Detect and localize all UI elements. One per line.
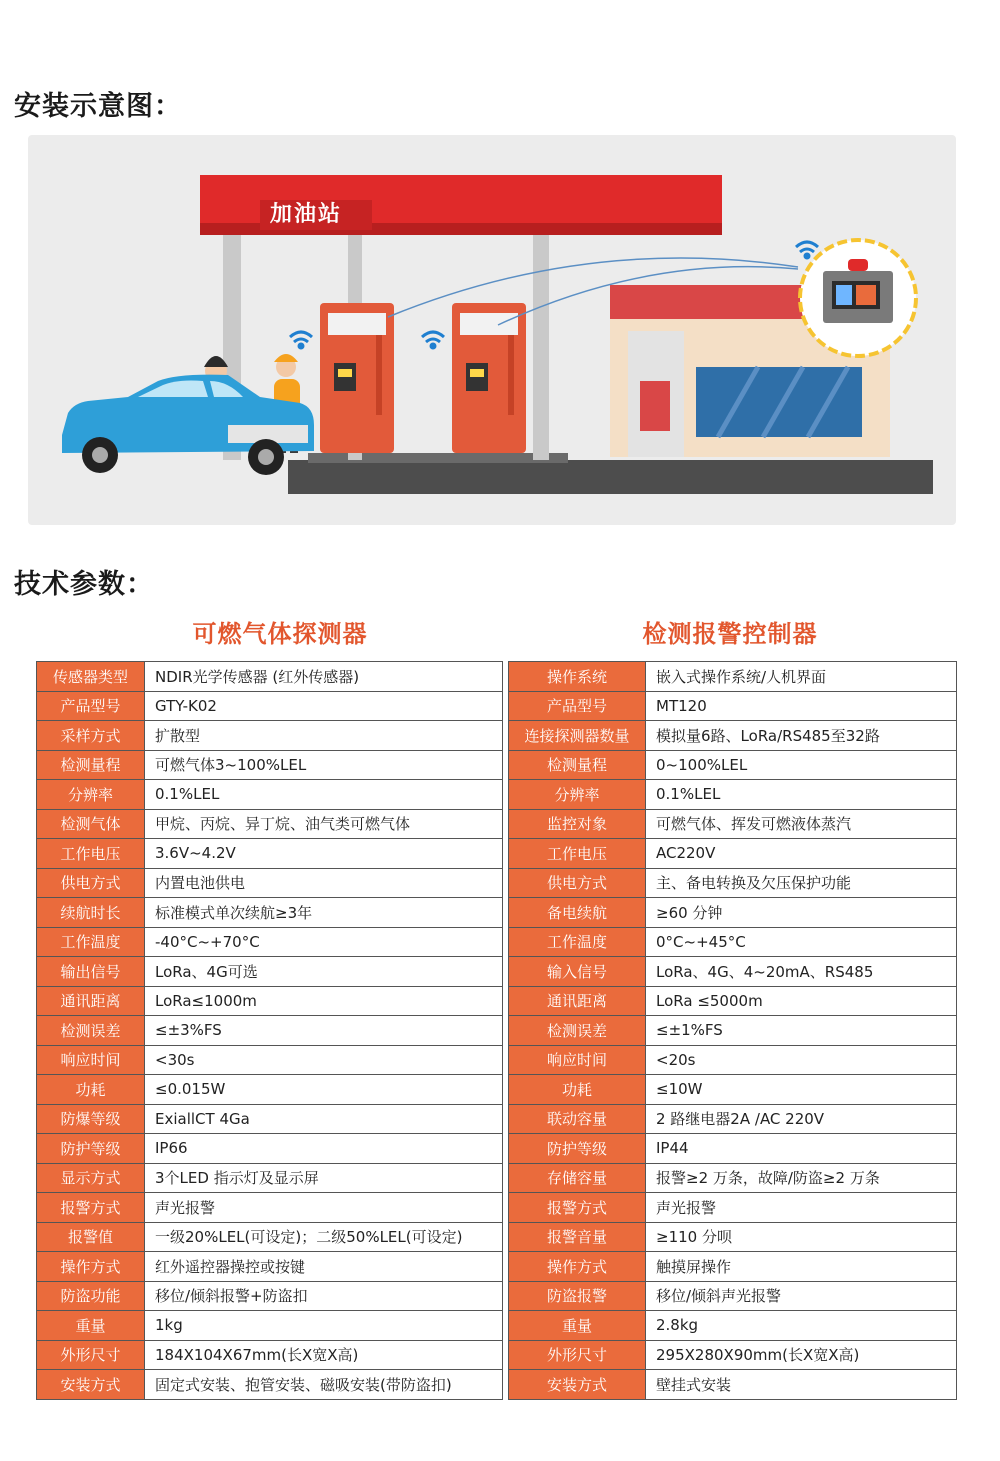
- table-row: [37, 721, 503, 751]
- illustration-canvas: [28, 135, 956, 525]
- spec-label: 存储容量: [509, 1163, 646, 1193]
- table-row: [509, 780, 957, 810]
- spec-label: 输入信号: [509, 957, 646, 987]
- spec-label: 操作方式: [37, 1252, 145, 1282]
- table-row: [37, 957, 503, 987]
- table-row: [37, 1075, 503, 1105]
- spec-label: 检测误差: [37, 1016, 145, 1046]
- spec-label: 工作温度: [509, 927, 646, 957]
- table-row: [509, 868, 957, 898]
- spec-label: 供电方式: [37, 868, 145, 898]
- table-row: [37, 780, 503, 810]
- spec-value: 内置电池供电: [145, 868, 503, 898]
- table-row: [509, 986, 957, 1016]
- alarm-light-icon: [848, 259, 868, 271]
- wifi-icon: [796, 242, 818, 258]
- spec-value: 295X280X90mm(长X宽X高): [646, 1340, 957, 1370]
- store-window: [696, 367, 862, 437]
- spec-value: ≤±3%FS: [145, 1016, 503, 1046]
- spec-value: 模拟量6路、LoRa/RS485至32路: [646, 721, 957, 751]
- spec-label: 续航时长: [37, 898, 145, 928]
- spec-label: 输出信号: [37, 957, 145, 987]
- spec-label: 防护等级: [37, 1134, 145, 1164]
- spec-label: 联动容量: [509, 1104, 646, 1134]
- table-row: [37, 809, 503, 839]
- table-row: [37, 1252, 503, 1282]
- station-sign: 加油站: [270, 202, 343, 227]
- table-row: [509, 1075, 957, 1105]
- table-row: [37, 1163, 503, 1193]
- fuel-pump-icon: [452, 303, 526, 453]
- table-row: [37, 1222, 503, 1252]
- installation-illustration: [28, 135, 956, 525]
- spec-value: 移位/倾斜声光报警: [646, 1281, 957, 1311]
- table-row: [509, 662, 957, 692]
- spec-value: NDIR光学传感器 (红外传感器): [145, 662, 503, 692]
- spec-label: 安装方式: [37, 1370, 145, 1400]
- spec-value: 甲烷、丙烷、异丁烷、油气类可燃气体: [145, 809, 503, 839]
- spec-label: 重量: [509, 1311, 646, 1341]
- table-row: [509, 750, 957, 780]
- forecourt-ground: [288, 460, 933, 494]
- spec-value: LoRa、4G、4~20mA、RS485: [646, 957, 957, 987]
- spec-label: 通讯距离: [509, 986, 646, 1016]
- spec-label: 产品型号: [509, 691, 646, 721]
- spec-label: 检测气体: [37, 809, 145, 839]
- spec-label: 监控对象: [509, 809, 646, 839]
- spec-value: 固定式安装、抱管安装、磁吸安装(带防盗扣): [145, 1370, 503, 1400]
- table-row: [37, 1281, 503, 1311]
- spec-label: 防护等级: [509, 1134, 646, 1164]
- spec-label: 通讯距离: [37, 986, 145, 1016]
- table-row: [509, 1222, 957, 1252]
- spec-label: 连接探测器数量: [509, 721, 646, 751]
- table-row: [509, 1340, 957, 1370]
- table-row: [37, 927, 503, 957]
- table-row: [509, 1163, 957, 1193]
- spec-value: 移位/倾斜报警+防盗扣: [145, 1281, 503, 1311]
- spec-label: 防爆等级: [37, 1104, 145, 1134]
- table-row: [37, 1311, 503, 1341]
- table-row: [37, 868, 503, 898]
- spec-value: 主、备电转换及欠压保护功能: [646, 868, 957, 898]
- spec-label: 显示方式: [37, 1163, 145, 1193]
- table-row: [37, 691, 503, 721]
- table-row: [37, 662, 503, 692]
- spec-value: LoRa ≤5000m: [646, 986, 957, 1016]
- spec-value: LoRa、4G可选: [145, 957, 503, 987]
- spec-value: 0~100%LEL: [646, 750, 957, 780]
- spec-label: 操作方式: [509, 1252, 646, 1282]
- fuel-pump-icon: [320, 303, 394, 453]
- spec-label: 分辨率: [509, 780, 646, 810]
- table-row: [509, 1252, 957, 1282]
- spec-value: ≥110 分呗: [646, 1222, 957, 1252]
- spec-label: 工作温度: [37, 927, 145, 957]
- spec-value: 声光报警: [145, 1193, 503, 1223]
- spec-value: 标准模式单次续航≥3年: [145, 898, 503, 928]
- spec-label: 供电方式: [509, 868, 646, 898]
- table-row: [37, 1104, 503, 1134]
- spec-label: 产品型号: [37, 691, 145, 721]
- spec-label: 采样方式: [37, 721, 145, 751]
- table-row: [37, 898, 503, 928]
- table-row: [509, 1045, 957, 1075]
- spec-value: 报警≥2 万条，故障/防盗≥2 万条: [646, 1163, 957, 1193]
- wifi-icon: [422, 332, 444, 348]
- spec-label: 工作电压: [509, 839, 646, 869]
- spec-value: 可燃气体、挥发可燃液体蒸汽: [646, 809, 957, 839]
- table-row: [37, 750, 503, 780]
- spec-label: 重量: [37, 1311, 145, 1341]
- table-row: [509, 957, 957, 987]
- detector-spec-table: [36, 661, 503, 1400]
- table-row: [37, 1340, 503, 1370]
- spec-value: IP66: [145, 1134, 503, 1164]
- table-row: [509, 809, 957, 839]
- spec-label: 工作电压: [37, 839, 145, 869]
- install-diagram-title: 安装示意图：: [14, 91, 182, 122]
- canopy-pillar: [533, 235, 549, 460]
- spec-value: 声光报警: [646, 1193, 957, 1223]
- spec-label: 检测量程: [509, 750, 646, 780]
- controller-heading: 检测报警控制器: [642, 620, 818, 648]
- controller-spec-table: [508, 661, 957, 1400]
- table-row: [509, 1281, 957, 1311]
- spec-label: 传感器类型: [37, 662, 145, 692]
- spec-value: ≤10W: [646, 1075, 957, 1105]
- table-row: [37, 986, 503, 1016]
- spec-label: 检测量程: [37, 750, 145, 780]
- controller-icon: [800, 240, 916, 356]
- spec-value: 一级20%LEL(可设定)；二级50%LEL(可设定): [145, 1222, 503, 1252]
- spec-value: ≤0.015W: [145, 1075, 503, 1105]
- table-row: [37, 1370, 503, 1400]
- spec-label: 报警值: [37, 1222, 145, 1252]
- spec-value: <20s: [646, 1045, 957, 1075]
- spec-value: GTY-K02: [145, 691, 503, 721]
- table-row: [509, 898, 957, 928]
- table-row: [37, 1016, 503, 1046]
- spec-value: 0.1%LEL: [145, 780, 503, 810]
- spec-value: ≤±1%FS: [646, 1016, 957, 1046]
- spec-value: 3个LED 指示灯及显示屏: [145, 1163, 503, 1193]
- spec-value: LoRa≤1000m: [145, 986, 503, 1016]
- table-row: [37, 1193, 503, 1223]
- spec-value: 0.1%LEL: [646, 780, 957, 810]
- spec-label: 备电续航: [509, 898, 646, 928]
- spec-label: 响应时间: [509, 1045, 646, 1075]
- spec-value: -40°C~+70°C: [145, 927, 503, 957]
- spec-label: 检测误差: [509, 1016, 646, 1046]
- spec-label: 防盗报警: [509, 1281, 646, 1311]
- table-row: [509, 1016, 957, 1046]
- spec-value: 1kg: [145, 1311, 503, 1341]
- spec-value: 红外遥控器操控或按键: [145, 1252, 503, 1282]
- spec-label: 报警音量: [509, 1222, 646, 1252]
- spec-label: 报警方式: [37, 1193, 145, 1223]
- spec-label: 功耗: [509, 1075, 646, 1105]
- spec-label: 分辨率: [37, 780, 145, 810]
- table-row: [509, 1193, 957, 1223]
- tech-params-title: 技术参数：: [14, 569, 154, 600]
- spec-value: 壁挂式安装: [646, 1370, 957, 1400]
- table-row: [509, 1370, 957, 1400]
- table-row: [509, 1134, 957, 1164]
- spec-value: ≥60 分钟: [646, 898, 957, 928]
- detector-heading: 可燃气体探测器: [192, 620, 368, 648]
- spec-value: 可燃气体3~100%LEL: [145, 750, 503, 780]
- spec-value: 3.6V~4.2V: [145, 839, 503, 869]
- spec-value: IP44: [646, 1134, 957, 1164]
- spec-label: 安装方式: [509, 1370, 646, 1400]
- spec-value: 0°C~+45°C: [646, 927, 957, 957]
- table-row: [509, 691, 957, 721]
- spec-value: 扩散型: [145, 721, 503, 751]
- spec-value: 184X104X67mm(长X宽X高): [145, 1340, 503, 1370]
- spec-label: 报警方式: [509, 1193, 646, 1223]
- table-row: [509, 839, 957, 869]
- spec-value: 2.8kg: [646, 1311, 957, 1341]
- spec-value: AC220V: [646, 839, 957, 869]
- wifi-icon: [290, 332, 312, 348]
- table-row: [509, 721, 957, 751]
- spec-label: 外形尺寸: [509, 1340, 646, 1370]
- spec-value: <30s: [145, 1045, 503, 1075]
- spec-value: ExiallCT 4Ga: [145, 1104, 503, 1134]
- table-row: [37, 1045, 503, 1075]
- table-row: [509, 927, 957, 957]
- spec-label: 外形尺寸: [37, 1340, 145, 1370]
- spec-value: 2 路继电器2A /AC 220V: [646, 1104, 957, 1134]
- table-row: [509, 1311, 957, 1341]
- table-row: [37, 839, 503, 869]
- spec-value: 嵌入式操作系统/人机界面: [646, 662, 957, 692]
- spec-value: MT120: [646, 691, 957, 721]
- spec-label: 功耗: [37, 1075, 145, 1105]
- spec-label: 操作系统: [509, 662, 646, 692]
- table-row: [37, 1134, 503, 1164]
- spec-value: 触摸屏操作: [646, 1252, 957, 1282]
- table-row: [509, 1104, 957, 1134]
- spec-label: 防盗功能: [37, 1281, 145, 1311]
- spec-label: 响应时间: [37, 1045, 145, 1075]
